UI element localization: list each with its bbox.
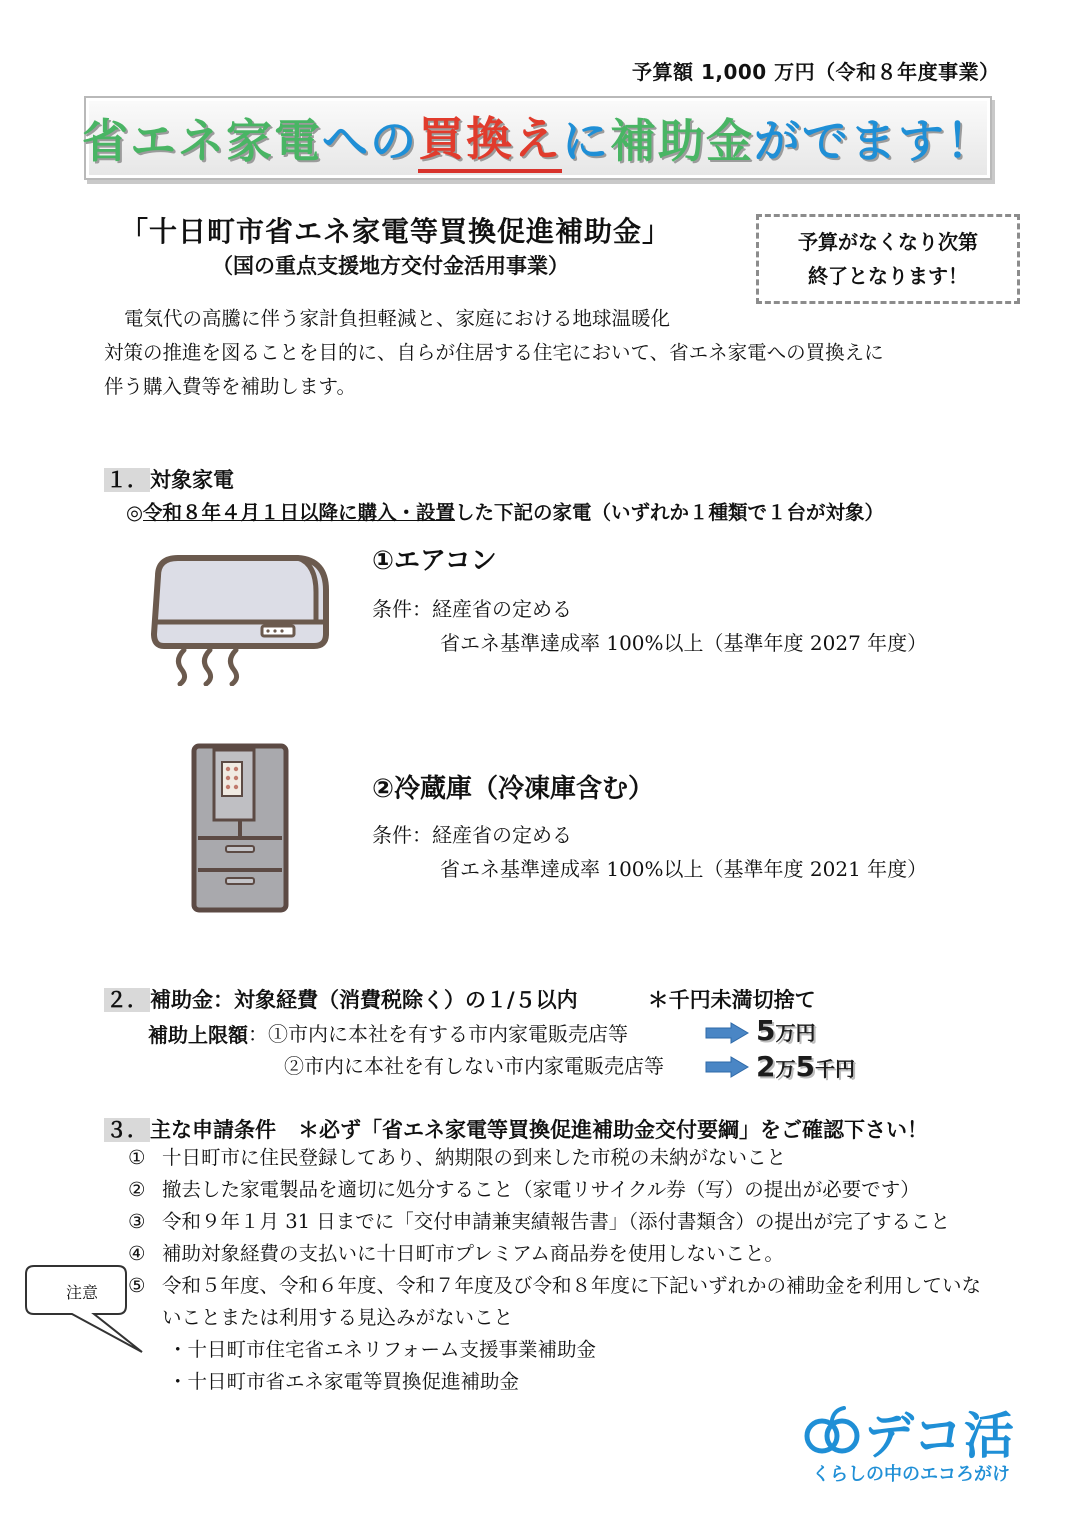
application-conditions bbox=[128, 1142, 988, 1398]
condition-mark: ⑤ bbox=[128, 1274, 146, 1297]
condition-item bbox=[128, 1270, 988, 1334]
refrigerator-condition-detail: 省エネ基準達成率 100%以上（基準年度 2021 年度） bbox=[440, 857, 928, 881]
amount-2-number-a: 2 bbox=[756, 1050, 776, 1083]
notice-line-1: 予算がなくなり次第 bbox=[798, 230, 978, 254]
aircon-condition-label: 条件：経産省の定める bbox=[372, 597, 572, 621]
refrigerator-title: ②冷蔵庫（冷凍庫含む） bbox=[372, 774, 655, 804]
guideline-note: ＊必ず「省エネ家電等買換促進補助金交付要綱」をご確認下さい！ bbox=[298, 1118, 928, 1142]
amount-1-number: 5 bbox=[756, 1014, 776, 1047]
section-3-number: ３． bbox=[106, 1118, 148, 1142]
condition-item bbox=[128, 1174, 988, 1206]
deco-katsu-logo: デコ活 bbox=[864, 1407, 1015, 1465]
condition-mark: ④ bbox=[128, 1242, 146, 1265]
subsidy-rate: ：対象経費（消費税除く）の１/５以内 bbox=[213, 988, 578, 1012]
budget-limit-notice bbox=[756, 214, 1020, 304]
limit-local-hq-store: ：①市内に本社を有する市内家電販売店等 bbox=[248, 1022, 628, 1046]
note-rest: した下記の家電（いずれか１種類で１台が対象） bbox=[455, 501, 885, 524]
note-bullet: ◎ bbox=[126, 501, 144, 524]
banner-segment: への bbox=[322, 114, 418, 168]
aircon-title: ①エアコン bbox=[372, 546, 497, 576]
condition-mark: ① bbox=[128, 1146, 146, 1169]
section-2-heading bbox=[104, 984, 816, 1014]
banner-segment: に bbox=[562, 114, 610, 168]
speech-bubble-icon bbox=[22, 1262, 152, 1357]
condition-text: 令和５年度、令和６年度、令和７年度及び令和８年度に下記いずれかの補助金を利用していないことまたは利用する見込みがないこと bbox=[162, 1274, 982, 1329]
section-1-heading bbox=[104, 464, 234, 494]
section-1-number: １． bbox=[106, 468, 148, 492]
limit-amount-1 bbox=[756, 1014, 815, 1047]
amount-2-unit-b: 千円 bbox=[814, 1057, 855, 1081]
amount-1-unit: 万円 bbox=[775, 1021, 816, 1045]
caution-label: 注意 bbox=[65, 1283, 98, 1302]
condition-item bbox=[128, 1206, 988, 1238]
banner-segment: 補助金 bbox=[610, 114, 754, 168]
refrigerator-condition-label: 条件：経産省の定める bbox=[372, 823, 572, 847]
arrow-right-icon bbox=[705, 1056, 749, 1078]
aircon-condition-detail: 省エネ基準達成率 100%以上（基準年度 2027 年度） bbox=[440, 631, 928, 655]
intro-line-3: 伴う購入費等を補助します。 bbox=[104, 375, 356, 398]
intro-line-1: 電気代の高騰に伴う家計負担軽減と、家庭における地球温暖化 bbox=[124, 307, 671, 330]
budget-amount: 予算額 1,000 万円（令和８年度事業） bbox=[632, 60, 1000, 84]
amount-2-number-b: 5 bbox=[795, 1050, 815, 1083]
section-3-title: 主な申請条件 bbox=[150, 1118, 276, 1142]
refrigerator-icon bbox=[190, 742, 290, 914]
section-2-title: 補助金 bbox=[150, 988, 213, 1012]
condition-text: 撤去した家電製品を適切に処分すること（家電リサイクル券（写）の提出が必要です） bbox=[162, 1178, 920, 1201]
subsidy-limit-label: 補助上限額 bbox=[148, 1023, 248, 1047]
deco-katsu-tagline: くらしの中のエコろがけ bbox=[812, 1464, 1010, 1485]
program-title: 「十日町市省エネ家電等買換促進補助金」 bbox=[120, 215, 672, 248]
banner-segment: がでます！ bbox=[754, 114, 994, 168]
condition-mark: ② bbox=[128, 1178, 146, 1201]
notice-line-2: 終了となります！ bbox=[808, 264, 968, 288]
amount-2-unit-a: 万 bbox=[775, 1057, 796, 1081]
subsidy-bullet: ・十日町市省エネ家電等買換促進補助金 bbox=[168, 1370, 520, 1393]
limit-non-local-hq-store: ②市内に本社を有しない市内家電販売店等 bbox=[284, 1054, 664, 1078]
intro-paragraph bbox=[104, 302, 984, 404]
section-3-heading bbox=[104, 1114, 928, 1144]
section-2-number: ２． bbox=[106, 988, 148, 1012]
deco-katsu-logo-mark bbox=[802, 1402, 862, 1462]
banner-segment: 買換え bbox=[418, 103, 562, 173]
rounding-note: ＊千円未満切捨て bbox=[647, 988, 816, 1012]
condition-text: 十日町市に住民登録してあり、納期限の到来した市税の未納がないこと bbox=[162, 1146, 787, 1169]
section-1-title: 対象家電 bbox=[150, 468, 234, 492]
headline-banner bbox=[84, 96, 992, 180]
limit-amount-2 bbox=[756, 1050, 855, 1083]
condition-item bbox=[128, 1142, 988, 1174]
refrigerator-conditions bbox=[372, 818, 927, 886]
arrow-right-icon bbox=[705, 1022, 749, 1044]
aircon-conditions bbox=[372, 592, 927, 660]
condition-item bbox=[128, 1238, 988, 1270]
condition-mark: ③ bbox=[128, 1210, 146, 1233]
purchase-date-condition: 令和８年４月１日以降に購入・設置 bbox=[143, 501, 456, 524]
subsidy-bullet: ・十日町市住宅省エネリフォーム支援事業補助金 bbox=[168, 1338, 597, 1361]
program-subtitle: （国の重点支援地方交付金活用事業） bbox=[212, 254, 569, 278]
section-1-eligibility-note bbox=[126, 497, 884, 525]
intro-line-2: 対策の推進を図ることを目的に、自らが住居する住宅において、省エネ家電への買換えに bbox=[104, 341, 884, 364]
banner-segment: 省エネ家電 bbox=[82, 114, 322, 168]
condition-text: 補助対象経費の支払いに十日町市プレミアム商品券を使用しないこと。 bbox=[162, 1242, 784, 1265]
condition-text: 令和９年１月 31 日までに「交付申請兼実績報告書」（添付書類含）の提出が完了すること bbox=[162, 1210, 950, 1233]
air-conditioner-icon bbox=[148, 546, 332, 686]
